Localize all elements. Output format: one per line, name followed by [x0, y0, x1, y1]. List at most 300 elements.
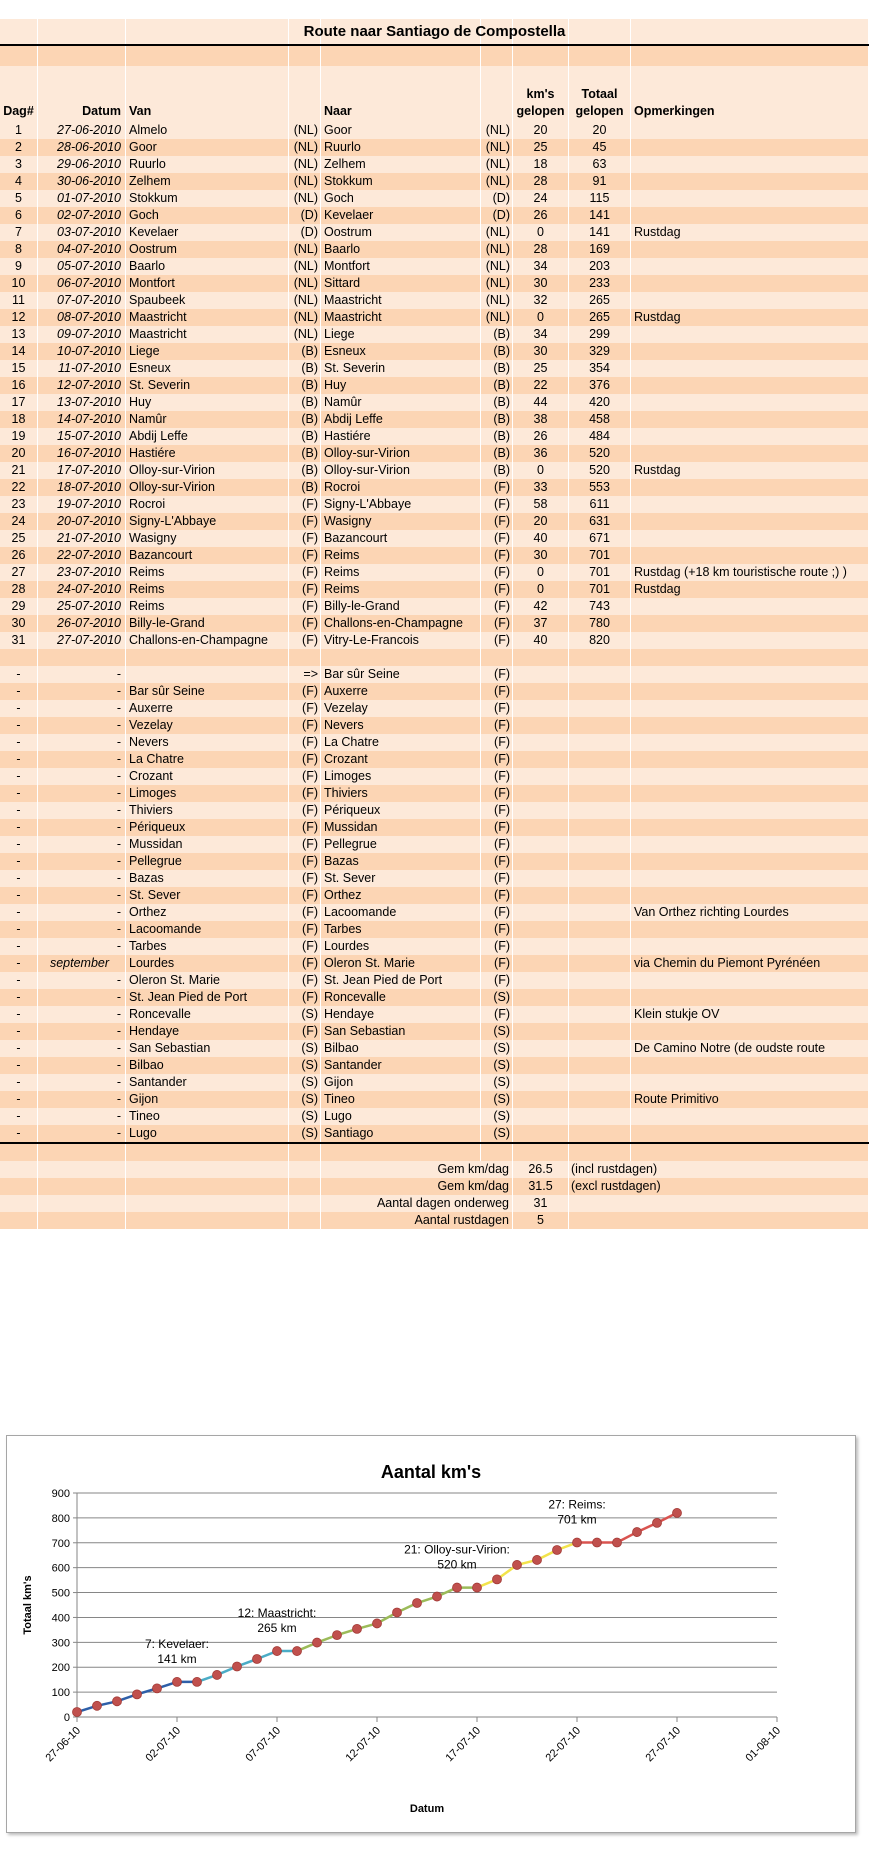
- cell-km: [513, 1006, 569, 1023]
- cell-to: St. Sever: [321, 870, 481, 887]
- cell-to: Nevers: [321, 717, 481, 734]
- table-row: [0, 972, 869, 989]
- data-point: [613, 1538, 622, 1547]
- cell-km: [513, 717, 569, 734]
- cell-from-country: (F): [289, 768, 321, 785]
- x-tick-label: 02-07-10: [143, 1724, 184, 1765]
- cell-from-country: (F): [289, 955, 321, 972]
- cell-km: [513, 1074, 569, 1091]
- distance-chart: [7, 1436, 855, 1832]
- cell-day: 20: [0, 445, 38, 462]
- cell-remark: [631, 173, 869, 190]
- cell-from: Bazas: [126, 870, 289, 887]
- cell-date: -: [38, 870, 126, 887]
- cell-from-country: =>: [289, 666, 321, 683]
- x-tick-label: 22-07-10: [543, 1724, 584, 1765]
- cell-to-country: [481, 1144, 513, 1161]
- cell-from: Reims: [126, 598, 289, 615]
- cell-from: Stokkum: [126, 190, 289, 207]
- table-row: [0, 190, 869, 207]
- cell-from-country: (F): [289, 581, 321, 598]
- cell-from: [126, 1144, 289, 1161]
- cell-to-country: (F): [481, 819, 513, 836]
- cell-from: Challons-en-Champagne: [126, 632, 289, 649]
- cell-date: -: [38, 734, 126, 751]
- cell-from-country: (S): [289, 1091, 321, 1108]
- cell-km: [513, 955, 569, 972]
- cell-to-country: (F): [481, 887, 513, 904]
- cell-remark: Rustdag: [631, 309, 869, 326]
- cell-remark: [631, 360, 869, 377]
- cell-to: La Chatre: [321, 734, 481, 751]
- table-row: [0, 445, 869, 462]
- cell-date: -: [38, 819, 126, 836]
- cell-remark: Rustdag: [631, 462, 869, 479]
- cell-from: Mussidan: [126, 836, 289, 853]
- cell-total: [569, 836, 631, 853]
- cell-to: Bazas: [321, 853, 481, 870]
- cell-from-country: (NL): [289, 309, 321, 326]
- cell-total: [569, 938, 631, 955]
- cell-date: -: [38, 1040, 126, 1057]
- cell-from-country: (F): [289, 598, 321, 615]
- cell-to: St. Jean Pied de Port: [321, 972, 481, 989]
- cell-from: Hendaye: [126, 1023, 289, 1040]
- data-annotation: 12: Maastricht:: [237, 1606, 317, 1621]
- cell-from-country: (S): [289, 1006, 321, 1023]
- y-axis-label: Totaal km's: [22, 1575, 34, 1635]
- cell-to-country: (S): [481, 989, 513, 1006]
- cell-to-country: (NL): [481, 139, 513, 156]
- cell-to: Oleron St. Marie: [321, 955, 481, 972]
- cell-from-country: [289, 66, 321, 122]
- cell-remark: [631, 122, 869, 139]
- data-point: [433, 1592, 442, 1601]
- cell-to-country: (F): [481, 479, 513, 496]
- cell-date: 07-07-2010: [38, 292, 126, 309]
- cell-from-country: [289, 1144, 321, 1161]
- cell-day: 29: [0, 598, 38, 615]
- cell-total: [569, 1108, 631, 1125]
- data-point: [373, 1619, 382, 1628]
- data-point: [133, 1690, 142, 1699]
- cell-date: 25-07-2010: [38, 598, 126, 615]
- cell-from-country: (S): [289, 1125, 321, 1142]
- cell-from: Gijon: [126, 1091, 289, 1108]
- cell-from: La Chatre: [126, 751, 289, 768]
- table-row: [0, 1023, 869, 1040]
- cell-from: Montfort: [126, 275, 289, 292]
- cell-to-country: (D): [481, 207, 513, 224]
- cell-date: september: [38, 955, 126, 972]
- cell-from: [126, 46, 289, 66]
- cell-km: 28: [513, 173, 569, 190]
- cell-remark: [631, 836, 869, 853]
- cell-to-country: [481, 649, 513, 666]
- cell-km: 33: [513, 479, 569, 496]
- cell-from-country: (F): [289, 530, 321, 547]
- cell-from: Esneux: [126, 360, 289, 377]
- table-row: [0, 462, 869, 479]
- cell-km: [513, 989, 569, 1006]
- cell-day: 25: [0, 530, 38, 547]
- cell-total: 141: [569, 207, 631, 224]
- data-annotation: 701 km: [557, 1512, 597, 1527]
- cell-to: Auxerre: [321, 683, 481, 700]
- cell-to: Mussidan: [321, 819, 481, 836]
- cell-from-country: (F): [289, 836, 321, 853]
- table-row: [0, 955, 869, 972]
- cell-day: -: [0, 989, 38, 1006]
- cell-from-country: [289, 1178, 321, 1195]
- cell-km: [513, 921, 569, 938]
- cell-total: 203: [569, 258, 631, 275]
- cell-total: 701: [569, 564, 631, 581]
- cell-from: Nevers: [126, 734, 289, 751]
- x-tick-label: 12-07-10: [343, 1724, 384, 1765]
- x-tick-label: 07-07-10: [243, 1724, 284, 1765]
- cell-to-country: (NL): [481, 292, 513, 309]
- cell-to-country: (F): [481, 581, 513, 598]
- cell-date: 27-06-2010: [38, 122, 126, 139]
- y-tick-label: 0: [63, 1712, 70, 1724]
- cell-km: [513, 1057, 569, 1074]
- cell-km: [513, 1040, 569, 1057]
- cell-day: 28: [0, 581, 38, 598]
- cell-day: 8: [0, 241, 38, 258]
- title-row: [0, 19, 869, 46]
- cell-from-country: (NL): [289, 173, 321, 190]
- cell-to: Esneux: [321, 343, 481, 360]
- table-row: [0, 632, 869, 649]
- cell-total: [569, 802, 631, 819]
- cell-from: Huy: [126, 394, 289, 411]
- cell-total: 553: [569, 479, 631, 496]
- cell-date: 20-07-2010: [38, 513, 126, 530]
- cell-from: [126, 649, 289, 666]
- cell-to: Signy-L'Abbaye: [321, 496, 481, 513]
- table-row: [0, 156, 869, 173]
- header-label: gelopen: [516, 104, 565, 118]
- cell-remark: [631, 547, 869, 564]
- cell-to-country: (F): [481, 734, 513, 751]
- cell-from-country: (NL): [289, 122, 321, 139]
- cell-date: [38, 1195, 126, 1212]
- cell-date: 02-07-2010: [38, 207, 126, 224]
- table-row: [0, 530, 869, 547]
- cell-remark: Route Primitivo: [631, 1091, 869, 1108]
- cell-total: 299: [569, 326, 631, 343]
- cell-to-country: (S): [481, 1057, 513, 1074]
- cell-from: Oostrum: [126, 241, 289, 258]
- cell-to: Hendaye: [321, 1006, 481, 1023]
- table-row: [0, 836, 869, 853]
- cell-to: Wasigny: [321, 513, 481, 530]
- cell-total: 141: [569, 224, 631, 241]
- cell-km: 58: [513, 496, 569, 513]
- cell-day: -: [0, 751, 38, 768]
- header-label: Totaal: [581, 87, 618, 101]
- cell-total: [569, 666, 631, 683]
- cell-remark: [631, 802, 869, 819]
- cell-from-country: (B): [289, 428, 321, 445]
- cell-remark: [631, 751, 869, 768]
- summary-row: [0, 1212, 869, 1229]
- cell-date: 03-07-2010: [38, 224, 126, 241]
- table-row: [0, 870, 869, 887]
- data-point: [333, 1631, 342, 1640]
- cell-km: [513, 785, 569, 802]
- cell-to: Santiago: [321, 1125, 481, 1142]
- cell-remark: [631, 649, 869, 666]
- cell-day: 17: [0, 394, 38, 411]
- cell-total: 329: [569, 343, 631, 360]
- data-annotation: 27: Reims:: [548, 1497, 606, 1512]
- cell-to: Olloy-sur-Virion: [321, 462, 481, 479]
- cell-to-country: (B): [481, 394, 513, 411]
- cell-day: -: [0, 700, 38, 717]
- cell-date: 26-07-2010: [38, 615, 126, 632]
- cell-total: 780: [569, 615, 631, 632]
- cell-to: San Sebastian: [321, 1023, 481, 1040]
- cell-to-country: (S): [481, 1023, 513, 1040]
- cell-day: 11: [0, 292, 38, 309]
- table-row: [0, 292, 869, 309]
- summary-value: 31.5: [513, 1178, 569, 1195]
- cell-km: 25: [513, 360, 569, 377]
- cell-day: -: [0, 1006, 38, 1023]
- cell-remark: [631, 632, 869, 649]
- cell-remark: [631, 530, 869, 547]
- cell-from: Baarlo: [126, 258, 289, 275]
- cell-km: 36: [513, 445, 569, 462]
- cell-km: [513, 666, 569, 683]
- cell-to-country: (B): [481, 428, 513, 445]
- cell-remark: [631, 615, 869, 632]
- cell-date: -: [38, 700, 126, 717]
- cell-from: Namûr: [126, 411, 289, 428]
- cell-from-country: (B): [289, 394, 321, 411]
- cell-to: Tarbes: [321, 921, 481, 938]
- cell-day: 21: [0, 462, 38, 479]
- cell-to-country: (NL): [481, 241, 513, 258]
- cell-from-country: (B): [289, 411, 321, 428]
- cell-day: 12: [0, 309, 38, 326]
- cell-day: -: [0, 938, 38, 955]
- cell-km: [513, 819, 569, 836]
- cell-from-country: (NL): [289, 190, 321, 207]
- cell-to: Thiviers: [321, 785, 481, 802]
- cell-day: [0, 1178, 38, 1195]
- y-tick-label: 100: [51, 1687, 70, 1700]
- cell-to: Namûr: [321, 394, 481, 411]
- cell-from-country: (B): [289, 462, 321, 479]
- table-row: [0, 734, 869, 751]
- cell-to: Abdij Leffe: [321, 411, 481, 428]
- cell-to: Périqueux: [321, 802, 481, 819]
- table-row: [0, 139, 869, 156]
- data-point: [673, 1508, 682, 1517]
- y-tick-label: 600: [51, 1562, 70, 1575]
- cell-to-country: (NL): [481, 122, 513, 139]
- cell-remark: [631, 700, 869, 717]
- cell-to-country: (NL): [481, 224, 513, 241]
- cell-to: Reims: [321, 547, 481, 564]
- cell-total: [569, 1125, 631, 1142]
- cell-km: [513, 751, 569, 768]
- data-annotation: 265 km: [257, 1621, 297, 1636]
- cell-to: Pellegrue: [321, 836, 481, 853]
- chart-area: [6, 1435, 856, 1833]
- cell-day: [0, 1195, 38, 1212]
- cell-total: [569, 989, 631, 1006]
- cell-total: [569, 700, 631, 717]
- cell-total: [569, 751, 631, 768]
- cell-to-country: (S): [481, 1091, 513, 1108]
- data-point: [413, 1599, 422, 1608]
- cell-remark: [631, 598, 869, 615]
- cell-to-country: (B): [481, 343, 513, 360]
- summary-value: 26.5: [513, 1161, 569, 1178]
- table-row: [0, 785, 869, 802]
- table-row: [0, 1057, 869, 1074]
- cell-to-country: (F): [481, 513, 513, 530]
- cell-total: [569, 1040, 631, 1057]
- cell-remark: [631, 989, 869, 1006]
- cell-to: Sittard: [321, 275, 481, 292]
- cell-from: Tineo: [126, 1108, 289, 1125]
- spacer-row: [0, 1144, 869, 1161]
- cell-to: Reims: [321, 564, 481, 581]
- cell-date: 04-07-2010: [38, 241, 126, 258]
- cell-from-country: (B): [289, 360, 321, 377]
- cell-day: -: [0, 666, 38, 683]
- page-title: Route naar Santiago de Compostella: [303, 23, 566, 40]
- cell-to: Liege: [321, 326, 481, 343]
- cell-km: 37: [513, 615, 569, 632]
- data-point: [93, 1701, 102, 1710]
- cell-date: 08-07-2010: [38, 309, 126, 326]
- cell-from-country: (S): [289, 1074, 321, 1091]
- cell-date: [38, 649, 126, 666]
- cell-remark: [631, 411, 869, 428]
- cell-from: Wasigny: [126, 530, 289, 547]
- cell-km: [513, 1091, 569, 1108]
- cell-day: -: [0, 717, 38, 734]
- cell-day: 6: [0, 207, 38, 224]
- cell-date: -: [38, 1057, 126, 1074]
- cell-day: [0, 649, 38, 666]
- cell-from: Pellegrue: [126, 853, 289, 870]
- cell-remark: [631, 666, 869, 683]
- cell-date: -: [38, 1006, 126, 1023]
- cell-from: Auxerre: [126, 700, 289, 717]
- summary-row: [0, 1161, 869, 1178]
- cell-day: -: [0, 1057, 38, 1074]
- data-point: [553, 1545, 562, 1554]
- cell-from-country: (NL): [289, 139, 321, 156]
- cell-to-country: (F): [481, 717, 513, 734]
- cell-km: 34: [513, 326, 569, 343]
- cell-day: 31: [0, 632, 38, 649]
- cell-remark: [631, 479, 869, 496]
- cell-day: 15: [0, 360, 38, 377]
- y-tick-label: 700: [51, 1537, 70, 1550]
- cell-remark: [631, 139, 869, 156]
- cell-date: 13-07-2010: [38, 394, 126, 411]
- cell-total: [569, 785, 631, 802]
- cell-from: Liege: [126, 343, 289, 360]
- cell-date: -: [38, 768, 126, 785]
- cell-km: [513, 1125, 569, 1142]
- cell-to-country: (F): [481, 921, 513, 938]
- cell-remark: [631, 921, 869, 938]
- data-point: [353, 1624, 362, 1633]
- cell-from-country: (S): [289, 1040, 321, 1057]
- cell-date: 23-07-2010: [38, 564, 126, 581]
- table-row: [0, 1074, 869, 1091]
- cell-to: [321, 46, 481, 66]
- cell-date: -: [38, 887, 126, 904]
- cell-total: [569, 717, 631, 734]
- data-point: [633, 1528, 642, 1537]
- data-point: [473, 1583, 482, 1592]
- cell-from: Lugo: [126, 1125, 289, 1142]
- cell-km: [513, 887, 569, 904]
- cell-remark: [631, 734, 869, 751]
- table-row: [0, 122, 869, 139]
- cell-km: 0: [513, 581, 569, 598]
- cell-from: [126, 1178, 289, 1195]
- cell-day: -: [0, 1091, 38, 1108]
- cell-to: Lourdes: [321, 938, 481, 955]
- cell-km: [513, 46, 569, 66]
- cell-day: -: [0, 785, 38, 802]
- cell-to: Vitry-Le-Francois: [321, 632, 481, 649]
- cell-total: 265: [569, 292, 631, 309]
- table-row: [0, 904, 869, 921]
- cell-remark: De Camino Notre (de oudste route: [631, 1040, 869, 1057]
- cell-total: 631: [569, 513, 631, 530]
- spacer-row: [0, 46, 869, 66]
- table-row: [0, 394, 869, 411]
- cell-date: -: [38, 853, 126, 870]
- cell-day: 23: [0, 496, 38, 513]
- table-row: [0, 275, 869, 292]
- cell-to-country: [481, 66, 513, 122]
- cell-date: 12-07-2010: [38, 377, 126, 394]
- cell-from: Bazancourt: [126, 547, 289, 564]
- cell-from: San Sebastian: [126, 1040, 289, 1057]
- cell-from: Lacoomande: [126, 921, 289, 938]
- cell-to-country: (NL): [481, 173, 513, 190]
- cell-total: 520: [569, 445, 631, 462]
- cell-to-country: (B): [481, 411, 513, 428]
- cell-total: 484: [569, 428, 631, 445]
- cell-total: 611: [569, 496, 631, 513]
- cell-day: -: [0, 683, 38, 700]
- cell-date: -: [38, 666, 126, 683]
- cell-date: -: [38, 904, 126, 921]
- cell-from-country: (F): [289, 785, 321, 802]
- cell-km: 18: [513, 156, 569, 173]
- cell-date: -: [38, 1125, 126, 1142]
- cell-from-country: (F): [289, 751, 321, 768]
- cell-date: 06-07-2010: [38, 275, 126, 292]
- cell-km: [513, 734, 569, 751]
- cell-from-country: (F): [289, 547, 321, 564]
- cell-total: [569, 887, 631, 904]
